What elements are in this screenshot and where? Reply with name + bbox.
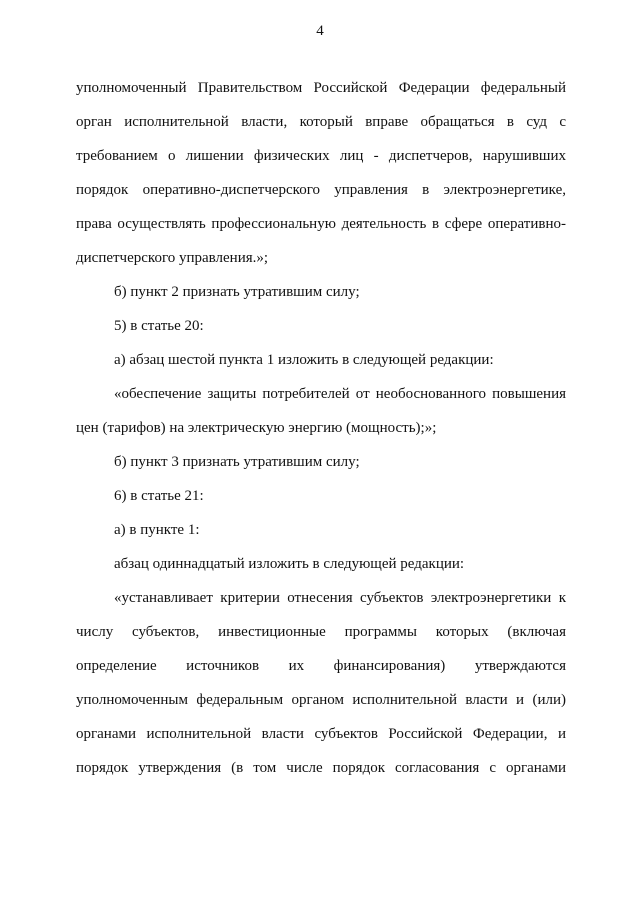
text-line-14: а) в пункте 1: (114, 522, 200, 538)
text-line-8: 5) в статье 20: (114, 318, 204, 334)
text-line-19: уполномоченным федеральным органом исполнительной власти и (или) (76, 692, 566, 708)
text-line-1: уполномоченный Правительством Российской Федерации федеральный (76, 80, 566, 96)
text-line-18: определение источников их финансирования) утверждаются (76, 658, 566, 674)
text-line-2: орган исполнительной власти, который вправе обращаться в суд с (76, 114, 566, 130)
text-line-12: б) пункт 3 признать утратившим силу; (114, 454, 360, 470)
text-line-13: 6) в статье 21: (114, 488, 204, 504)
text-line-21: порядок утверждения (в том числе порядок согласования с органами (76, 760, 566, 776)
text-line-7: б) пункт 2 признать утратившим силу; (114, 284, 360, 300)
page-number: 4 (316, 23, 324, 39)
text-line-20: органами исполнительной власти субъектов Российской Федерации, и (76, 726, 566, 742)
text-line-11: цен (тарифов) на электрическую энергию (мощность);»; (76, 420, 437, 436)
text-line-6: диспетчерского управления.»; (76, 250, 269, 266)
text-line-5: права осуществлять профессиональную деятельность в сфере оперативно- (76, 216, 566, 232)
text-line-17: числу субъектов, инвестиционные программы которых (включая (76, 624, 566, 640)
text-line-9: а) абзац шестой пункта 1 изложить в следующей редакции: (114, 352, 494, 368)
text-line-15: абзац одиннадцатый изложить в следующей редакции: (114, 556, 465, 572)
text-line-16: «устанавливает критерии отнесения субъектов электроэнергетики к (114, 590, 566, 606)
text-line-4: порядок оперативно-диспетчерского управления в электроэнергетике, (76, 182, 566, 198)
text-line-10: «обеспечение защиты потребителей от необоснованного повышения (114, 386, 566, 402)
text-line-3: требованием о лишении физических лиц - диспетчеров, нарушивших (76, 148, 566, 164)
body-text (76, 79, 566, 814)
